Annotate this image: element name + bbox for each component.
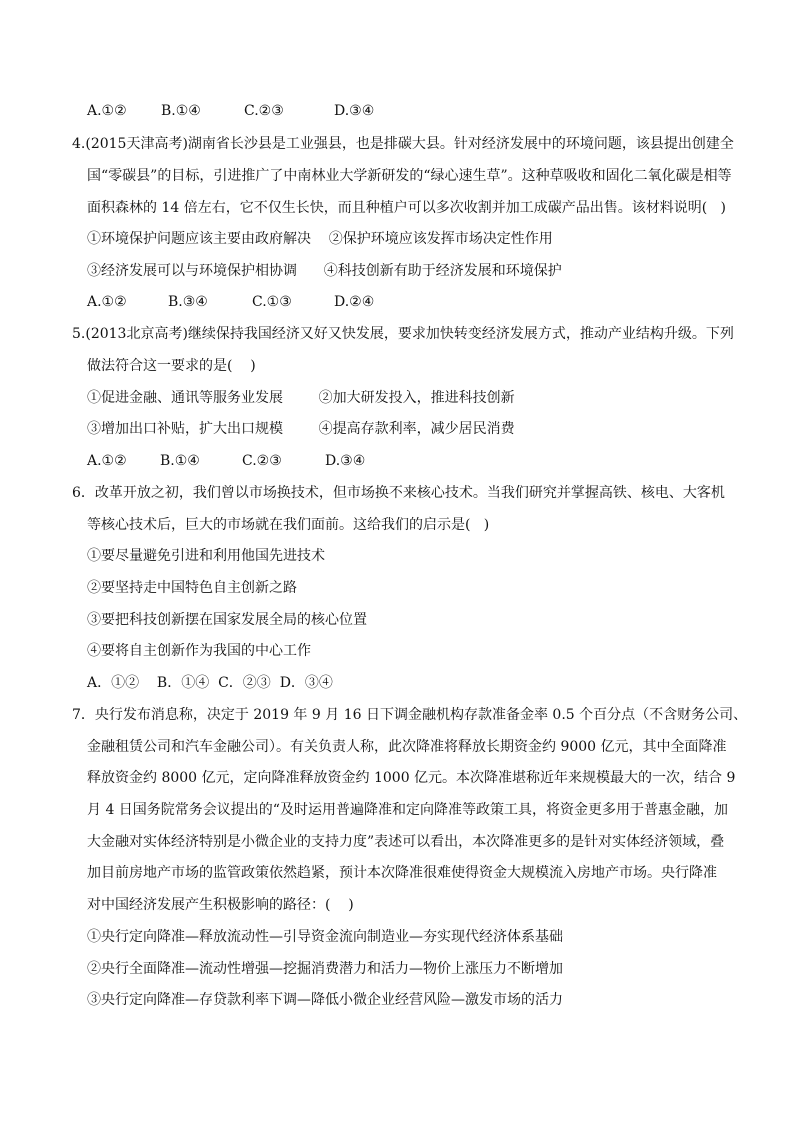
- q7-stem-line-7: 对中国经济发展产生积极影响的路径：( ): [87, 897, 354, 913]
- q7-statement-3: ③央行定向降准—存贷款利率下调—降低小微企业经营风险—激发市场的活力: [87, 992, 563, 1008]
- q7-stem-line-6: 加目前房地产市场的监管政策依然趋紧，预计本次降准很难使得资金大规模流入房地产市场。央行降准: [87, 865, 717, 881]
- q6-stem-line-1: 6．改革开放之初，我们曾以市场换技术，但市场换不来核心技术。当我们研究并掌握高铁、核电、大客机: [72, 485, 725, 501]
- q6-statement-1: ①要尽量避免引进和利用他国先进技术: [87, 548, 325, 564]
- q7-stem-line-5: 大金融对实体经济特别是小微企业的支持力度”表述可以看出，本次降准更多的是针对实体经济领域，叠: [87, 834, 725, 850]
- q5-option-d: D.③④: [325, 453, 366, 469]
- q3-option-a: A.①②: [87, 103, 127, 119]
- q3-option-d: D.③④: [334, 103, 375, 119]
- q5-statements-1-2: ①促进金融、通讯等服务业发展 ②加大研发投入，推进科技创新: [87, 390, 515, 406]
- q4-statements-1-2: ①环境保护问题应该主要由政府解决 ②保护环境应该发挥市场决定性作用: [87, 231, 553, 247]
- q4-option-a: A.①②: [87, 294, 127, 310]
- q5-option-a: A.①②: [87, 453, 127, 469]
- q7-stem-line-4: 月 4 日国务院常务会议提出的“及时运用普遍降准和定向降准等政策工具，将资金更多用于普惠金融，加: [87, 802, 728, 818]
- q3-option-b: B.①④: [161, 103, 201, 119]
- q5-statements-3-4: ③增加出口补贴，扩大出口规模 ④提高存款利率，减少居民消费: [87, 421, 515, 437]
- q6-statement-3: ③要把科技创新摆在国家发展全局的核心位置: [87, 612, 367, 628]
- q5-option-c: C.②③: [242, 453, 282, 469]
- q5-option-b: B.①④: [160, 453, 200, 469]
- q6-stem-line-2: 等核心技术后，巨大的市场就在我们面前。这给我们的启示是( ): [87, 517, 490, 533]
- q7-stem-line-2: 金融租赁公司和汽车金融公司）。有关负责人称，此次降准将释放长期资金约 9000 亿元，其中全面降准: [87, 739, 727, 755]
- q4-stem-line-3: 面积森林的 14 倍左右，它不仅生长快，而且种植户可以多次收割并加工成碳产品出售。该材料说明( ): [87, 200, 726, 216]
- q7-statement-2: ②央行全面降准—流动性增强—挖掘消费潜力和活力—物价上涨压力不断增加: [87, 961, 563, 977]
- q6-statement-2: ②要坚持走中国特色自主创新之路: [87, 580, 297, 596]
- q6-options: A．①② B．①④ C．②③ D．③④: [87, 675, 333, 691]
- q4-stem-line-1: 4.(2015天津高考)湖南省长沙县是工业强县，也是排碳大县。针对经济发展中的环境问题，该县提出创建全: [72, 136, 734, 152]
- q4-option-d: D.②④: [334, 294, 375, 310]
- q7-stem-line-1: 7．央行发布消息称，决定于 2019 年 9 月 16 日下调金融机构存款准备金率 0.5 个百分点（不含财务公司、: [72, 707, 748, 723]
- q5-stem-line-2: 做法符合这一要求的是( ): [87, 358, 256, 374]
- q4-option-b: B.③④: [168, 294, 208, 310]
- q3-option-c: C.②③: [244, 103, 284, 119]
- q4-option-c: C.①③: [252, 294, 292, 310]
- q4-statements-3-4: ③经济发展可以与环境保护相协调 ④科技创新有助于经济发展和环境保护: [87, 263, 562, 279]
- q4-stem-line-2: 国“零碳县”的目标，引进推广了中南林业大学新研发的“绿心速生草”。这种草吸收和固化二氧化碳是相等: [87, 168, 732, 184]
- q7-statement-1: ①央行定向降准—释放流动性—引导资金流向制造业—夯实现代经济体系基础: [87, 929, 563, 945]
- q7-stem-line-3: 释放资金约 8000 亿元，定向降准释放资金约 1000 亿元。本次降准堪称近年来规模最大的一次，结合 9: [87, 770, 736, 786]
- q6-statement-4: ④要将自主创新作为我国的中心工作: [87, 643, 311, 659]
- q5-stem-line-1: 5.(2013北京高考)继续保持我国经济又好又快发展，要求加快转变经济发展方式，推动产业结构升级。下列: [72, 326, 734, 342]
